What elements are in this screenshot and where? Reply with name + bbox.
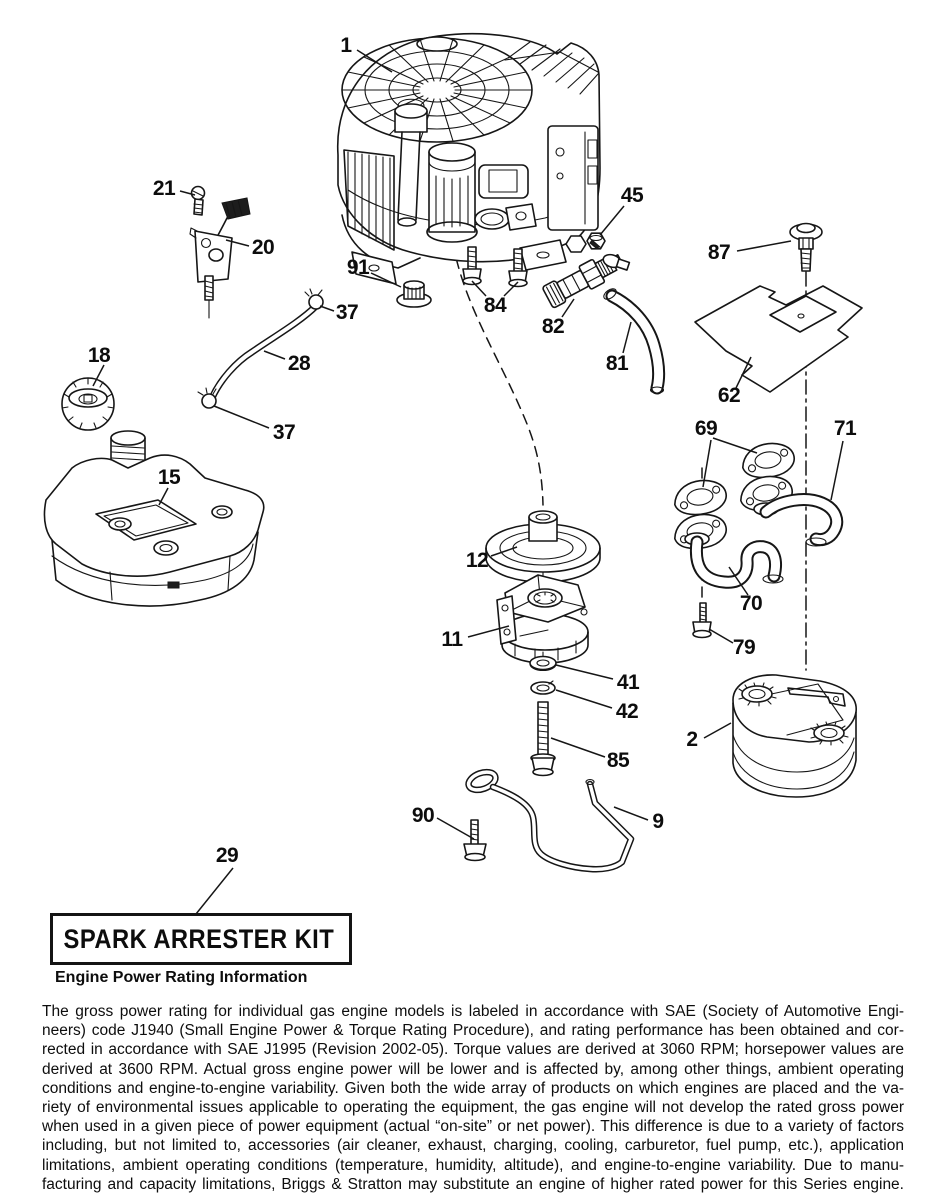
spark-arrester-kit-box	[50, 913, 352, 965]
hose-81	[602, 287, 664, 393]
callout-28: 28	[287, 352, 311, 375]
callout-81: 81	[605, 352, 629, 375]
callout-20: 20	[251, 236, 275, 259]
screw-87	[790, 224, 822, 272]
callout-91: 91	[346, 256, 370, 279]
callout-37-upper: 37	[335, 301, 359, 324]
screw-21	[192, 187, 205, 216]
callout-18: 18	[87, 344, 111, 367]
paragraph-line: limitations, ambient operating conditions (temperature, humidity, altitude), and engine-to-engine variability. Due to manu-	[42, 1156, 904, 1174]
info-paragraph	[42, 1002, 904, 1194]
nut-45	[587, 233, 605, 249]
callout-2: 2	[686, 728, 698, 751]
info-heading: Engine Power Rating Information	[55, 969, 308, 986]
callout-1: 1	[340, 34, 352, 57]
callout-15: 15	[157, 466, 181, 489]
callout-82: 82	[541, 315, 565, 338]
paragraph-line: including, but not limited to, accessories (air cleaner, exhaust, charging, cooling, carburetor, fuel pump, etc.), application	[42, 1137, 904, 1155]
callout-9: 9	[652, 810, 664, 833]
lock-washer-42	[531, 681, 555, 694]
fuel-cap-18	[62, 378, 114, 430]
breather-cap-91	[397, 281, 431, 307]
callout-45: 45	[620, 184, 644, 207]
electric-clutch-11	[497, 575, 588, 663]
throttle-bracket-20	[190, 198, 250, 318]
paragraph-line: when used in a given piece of power equipment (actual “on-site” or net power). This difference is due to a variety of factors	[42, 1118, 904, 1136]
spark-arrester-kit-label: SPARK ARRESTER KIT	[63, 923, 335, 954]
callout-21: 21	[152, 177, 176, 200]
exhaust-pipe-71	[754, 500, 837, 546]
callout-79: 79	[732, 636, 756, 659]
paragraph-line: neers) code J1940 (Small Engine Power & Torque Rating Procedure), and rating performance has been obtained and cor-	[42, 1022, 904, 1040]
callout-62: 62	[717, 384, 741, 407]
fuel-tank-15	[44, 431, 263, 606]
callout-41: 41	[616, 671, 640, 694]
callout-37-lower: 37	[272, 421, 296, 444]
pulley-12	[486, 511, 600, 582]
callout-11: 11	[441, 628, 463, 651]
callout-69: 69	[694, 417, 718, 440]
paragraph-line: The gross power rating for individual gas engine models is labeled in accordance with SAE (Society of Automotive Engi-	[42, 1003, 904, 1020]
paragraph-line: derived at 3600 RPM. Actual gross engine power will be lower and is affected by, among other things, ambient operating	[42, 1060, 904, 1078]
muffler-2	[733, 675, 856, 797]
callout-87: 87	[707, 241, 731, 264]
callout-85: 85	[606, 749, 630, 772]
paragraph-line: conditions and engine-to-engine variability. Given both the wide array of products on which engines are placed and the va-	[42, 1079, 904, 1097]
wire-form-9	[466, 769, 631, 870]
paragraph-line: rected in accordance with SAE J1995 (Revision 2002-05). Torque values are derived at 3060 RPM; horsepower values are	[42, 1041, 904, 1059]
callout-42: 42	[615, 700, 639, 723]
bolt-79	[693, 603, 711, 638]
paragraph-line: facturing and capacity limitations, Briggs & Stratton may substitute an engine of higher rated power for this Series engine.	[42, 1175, 904, 1193]
callout-90: 90	[411, 804, 435, 827]
callout-71: 71	[833, 417, 857, 440]
heat-shield-62	[695, 286, 862, 392]
callout-29: 29	[215, 844, 239, 867]
bolt-90	[464, 820, 486, 861]
callout-84: 84	[483, 294, 507, 317]
callout-12: 12	[465, 549, 489, 572]
paragraph-line: riety of environmental issues applicable to operating the equipment, the gas engine will not develop the rated gross power	[42, 1099, 904, 1117]
callout-70: 70	[739, 592, 763, 615]
washer-41	[530, 657, 556, 671]
